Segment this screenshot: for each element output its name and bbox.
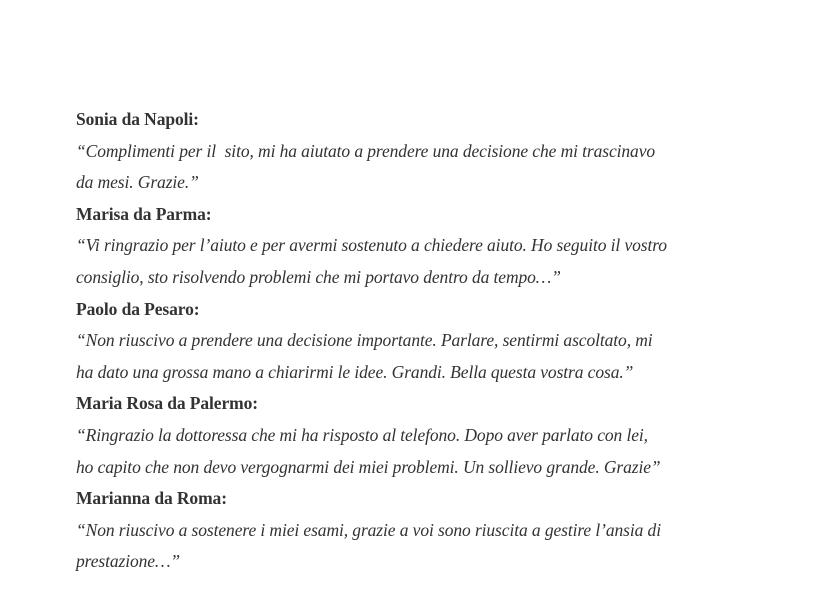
testimonial-paolo — [76, 294, 776, 389]
testimonial-quote-line: da mesi. Grazie.” — [76, 172, 199, 193]
testimonial-quote-line: consiglio, sto risolvendo problemi che mi portavo dentro da tempo…” — [76, 266, 561, 287]
testimonial-quote-line: ho capito che non devo vergognarmi dei miei problemi. Un sollievo grande. Grazie” — [76, 456, 661, 477]
testimonial-maria-rosa — [76, 388, 776, 483]
testimonial-quote-line: “Vi ringrazio per l’aiuto e per avermi sostenuto a chiedere aiuto. Ho seguito il vostro — [76, 235, 667, 256]
testimonial-author: Maria Rosa da Palermo: — [76, 393, 258, 414]
testimonial-author: Paolo da Pesaro: — [76, 298, 200, 319]
testimonial-quote-line: ha dato una grossa mano a chiarirmi le idee. Grandi. Bella questa vostra cosa.” — [76, 361, 634, 382]
testimonial-author: Sonia da Napoli: — [76, 109, 199, 129]
testimonial-author: Marisa da Parma: — [76, 203, 212, 224]
testimonial-quote-line: “Complimenti per il sito, mi ha aiutato a prendere una decisione che mi trascinavo — [76, 140, 656, 161]
testimonial-quote-line: “Non riuscivo a prendere una decisione importante. Parlare, sentirmi ascoltato, mi — [76, 330, 653, 351]
testimonial-quote-line: prestazione…” — [76, 551, 181, 572]
testimonial-quote-line: “Ringrazio la dottoressa che mi ha risposto al telefono. Dopo aver parlato con lei, — [76, 424, 648, 445]
testimonial-author: Marianna da Roma: — [76, 488, 227, 509]
testimonial-marianna — [76, 483, 776, 578]
testimonial-sonia — [76, 104, 776, 199]
testimonial-marisa — [76, 199, 776, 294]
testimonial-quote-line: “Non riuscivo a sostenere i miei esami, grazie a voi sono riuscita a gestire l’ansia di — [76, 519, 661, 540]
testimonials-section — [76, 104, 776, 578]
